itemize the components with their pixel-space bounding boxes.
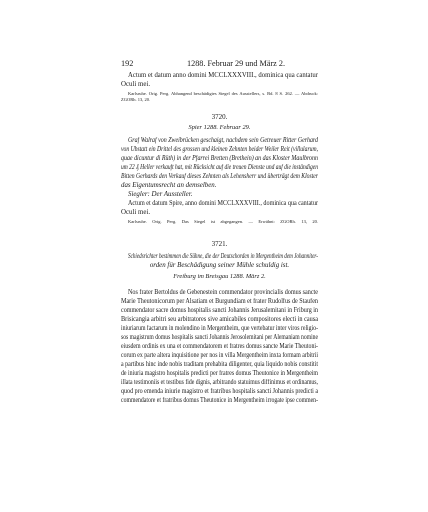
body-3721-line: commendatore et fratribus domus Theutonice in Mergentheim irrogate ipse commen- [121, 397, 318, 404]
document-number-3720: 3720. [211, 113, 228, 121]
archive-note-3720: Karlsruhe. Orig. Perg. Das Siegel ist abgegangen. — Erwähnt: ZGORh. 13, 20. [128, 219, 318, 224]
body-3721-line: illata testimoniis et testibus fide dignis, arbitrando statuimus diffinimus et ordinamus, [121, 379, 318, 386]
summary-3720-line: Bitten Gerhards den Verkauf dieses Zehnten als Lehensherr und überträgt dem Kloster [121, 173, 318, 180]
document-number-3721: 3721. [211, 240, 228, 248]
body-3721-line: quod pro emenda iniurie magistro et fratribus hospitalis sancti Johannis predicti a [121, 388, 318, 395]
sealer-3720: Siegler: Der Aussteller. [128, 191, 193, 198]
text-3720-end: Oculi mei. [121, 209, 151, 216]
summary-3720-line: von Ubstatt ein Drittel des grossen und kleinen Zehnten beider Weiler Reit (villularum, [121, 146, 318, 153]
summary-3721-line: orden für Beschädigung seiner Mühle schuldig ist. [149, 262, 290, 269]
prev-entry-text-end: Oculi mei. [121, 81, 151, 88]
body-3721-line: sos magistrum domus hospitalis sancti Johannis Jerosolemitani per Alemaniam nomine [121, 334, 318, 341]
body-3721-line: iniuriarum factarum in molendino in Mergentheim, que vertebatur inter viros religio- [121, 325, 318, 332]
summary-3720-line: quae dicuntur di Rüth) in der Pfarrei Bretten (Brethein) an das Kloster Maulbronn [121, 155, 318, 162]
page-number: 192 [121, 59, 134, 68]
prev-entry-archive-note: Karlsruhe. Orig. Perg. Abhangend beschädigtes Siegel des Ausstellers, s. Bd. 8 S. 262. — Abdruck: [128, 91, 318, 96]
summary-3720-line: das Eigentumsrecht an demselben. [121, 182, 217, 189]
summary-3721-line: Schiedsrichter bestimmen die Sühne, die der Deutschorden in Mergentheim dem Johanniter- [128, 253, 318, 260]
summary-3720-line: Graf Walraf von Zweibrücken geschaigt, nachdem sein Getreuer Ritter Gerhard [128, 137, 318, 144]
body-3721-line: commendator sacre domus hospitalis sancti Johannis Jerusalemitani in Friburg in [121, 307, 318, 314]
summary-3720-line: um 22 ₰ Heller verkauft hat, mit Rücksicht auf die treuen Dienste und auf die inständigen [121, 164, 318, 171]
prev-entry-archive-note-cont: ZGORh. 13, 20. [121, 97, 151, 102]
prev-entry-text: Actum et datum anno domini MCCLXXXVIII., dominica qua cantatur [128, 72, 318, 79]
dateline-3721: Freiburg im Breisgau 1288. März 2. [173, 273, 266, 280]
body-3721-line: Marie Theutonicorum per Alsatiam et Burgundiam et frater Rudolfus de Staufen [121, 298, 318, 305]
text-3720: Actum et datum Spire, anno domini MCCLXXXVIII., dominica qua cantatur [128, 200, 318, 207]
dateline-3720: Spier 1288. Februar 29. [188, 124, 251, 131]
body-3721-line: de iniuria magistro hospitalis predicti per fratres domus Theutonice in Mergentheim [121, 370, 318, 377]
body-3721-line: corum ex parte altera inquisitione per nos in villa Mergentheim inxta formam arbitrii [121, 352, 318, 359]
body-3721-line: a partibus hinc inde nobis traditam prehabita diligenter, quia liquido nobis constitit [121, 361, 318, 368]
body-3721-line: eiusdem ordinis ex una et commendatorem et fratres domus sancte Marie Theutoni- [121, 343, 318, 350]
body-3721-line: Brisicangia arbitri seu arbitratores sive amicabiles compositores electi in causa [121, 316, 318, 323]
body-3721-line: Nos frater Bertoldus de Gebenestein commendator provincialis domus sancte [128, 289, 318, 296]
running-head: 1288. Februar 29 und März 2. [187, 59, 286, 68]
